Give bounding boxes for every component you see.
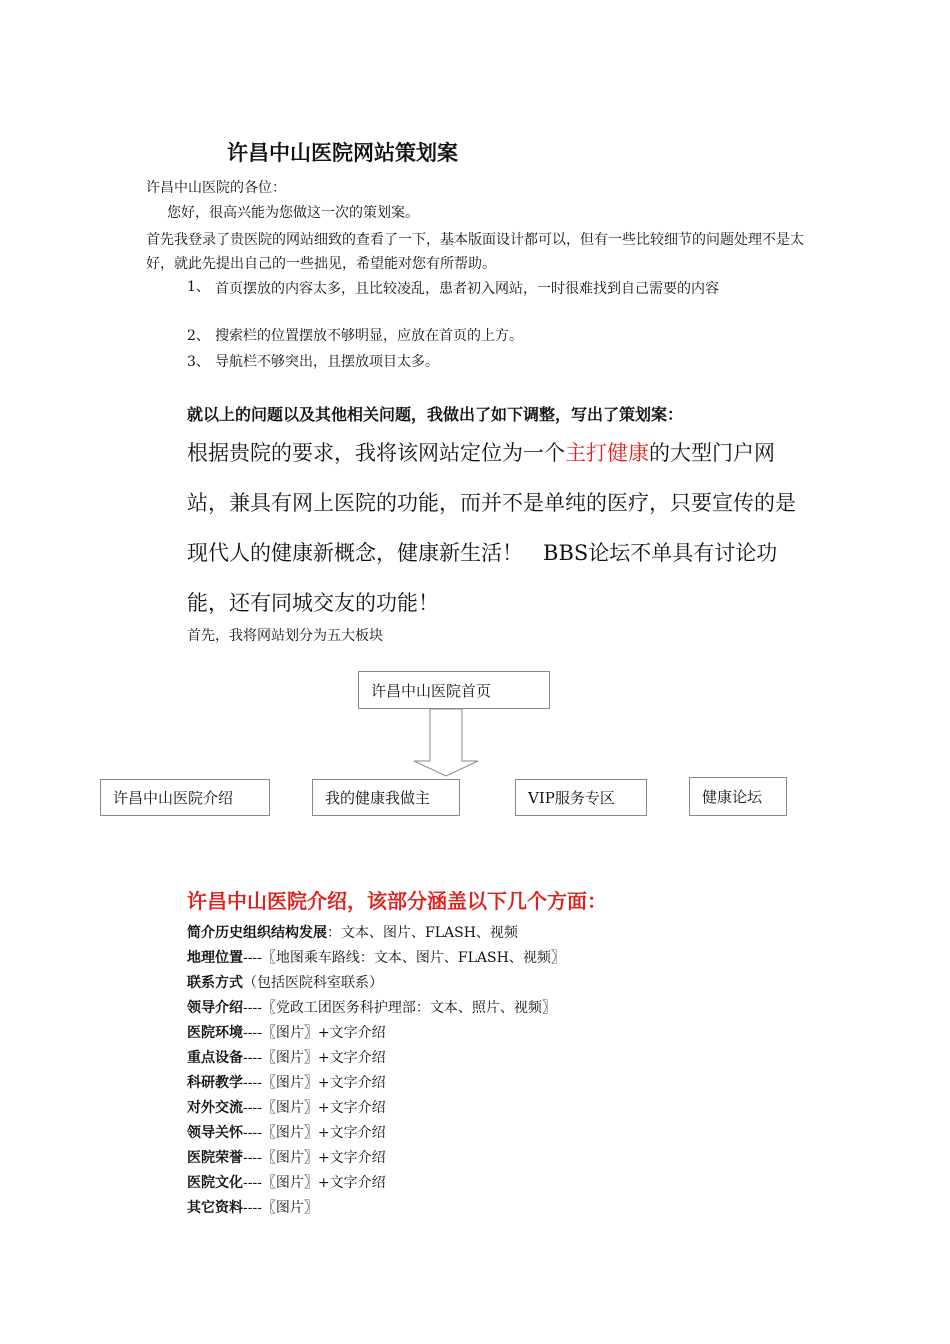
issue-text-1: 首页摆放的内容太多，且比较凌乱，患者初入网站，一时很难找到自己需要的内容 [215, 281, 719, 297]
list-item: 领导介绍----〖党政工团医务科护理部：文本、照片、视频〗 [187, 1000, 556, 1016]
list-item: 医院文化----〖图片〗+文字介绍 [187, 1175, 386, 1191]
sections-intro: 首先，我将网站划分为五大板块 [187, 628, 383, 644]
page-title: 许昌中山医院网站策划案 [227, 141, 458, 165]
list-item: 医院环境----〖图片〗+文字介绍 [187, 1025, 386, 1041]
positioning-highlight: 主打健康 [565, 441, 649, 465]
issue-num-2: 2、 [187, 328, 210, 344]
list-item: 简介历史组织结构发展：文本、图片、FLASH、视频 [187, 925, 518, 941]
issue-num-3: 3、 [187, 354, 210, 370]
hello-line: 您好，很高兴能为您做这一次的策划案。 [167, 205, 419, 221]
flow-home-label: 许昌中山医院首页 [371, 681, 492, 700]
down-arrow-icon [410, 709, 482, 779]
flow-label-health: 我的健康我做主 [325, 789, 431, 807]
flow-label-intro: 许昌中山医院介绍 [113, 789, 234, 807]
positioning-text-1: 根据贵院的要求，我将该网站定位为一个 [187, 441, 565, 465]
issue-num-1: 1、 [187, 279, 210, 295]
list-item: 联系方式（包括医院科室联系） [187, 975, 383, 991]
flow-box-health [312, 779, 460, 816]
intro-paragraph: 首先我登录了贵医院的网站细致的查看了一下，基本版面设计都可以，但有一些比较细节的问题处理不是太好，就此先提出自己的一些拙见，希望能对您有所帮助。 [146, 232, 804, 272]
list-item: 科研教学----〖图片〗+文字介绍 [187, 1075, 386, 1091]
issue-text-3: 导航栏不够突出，且摆放项目太多。 [215, 354, 439, 370]
issue-text-2: 搜索栏的位置摆放不够明显，应放在首页的上方。 [215, 328, 523, 344]
list-item: 重点设备----〖图片〗+文字介绍 [187, 1050, 386, 1066]
intro-items-list [187, 921, 565, 1221]
list-item: 其它资料----〖图片〗 [187, 1200, 318, 1216]
adjust-heading: 就以上的问题以及其他相关问题，我做出了如下调整，写出了策划案： [187, 405, 684, 424]
positioning-text-3: BBS论坛不单具有讨论功能，还有同城交友的功能！ [187, 541, 778, 615]
flow-box-forum [689, 777, 787, 816]
list-item: 领导关怀----〖图片〗+文字介绍 [187, 1125, 386, 1141]
flow-label-forum: 健康论坛 [702, 788, 763, 806]
greeting: 许昌中山医院的各位： [146, 180, 286, 196]
flow-home-box [358, 671, 550, 709]
positioning-paragraph [187, 428, 809, 628]
flow-box-intro [100, 779, 270, 816]
intro-section-heading: 许昌中山医院介绍，该部分涵盖以下几个方面： [187, 889, 607, 913]
list-item: 医院荣誉----〖图片〗+文字介绍 [187, 1150, 386, 1166]
list-item: 地理位置----〖地图乘车路线：文本、图片、FLASH、视频〗 [187, 950, 565, 966]
flow-label-vip: VIP服务专区 [528, 789, 615, 807]
positioning-text-2: 的大型门户网站，兼具有网上医院的功能，而并不是单纯的医疗，只要宣传的是现代人的健康新概念，健康新生活！ [187, 441, 796, 565]
flow-box-vip [515, 779, 647, 816]
list-item: 对外交流----〖图片〗+文字介绍 [187, 1100, 386, 1116]
